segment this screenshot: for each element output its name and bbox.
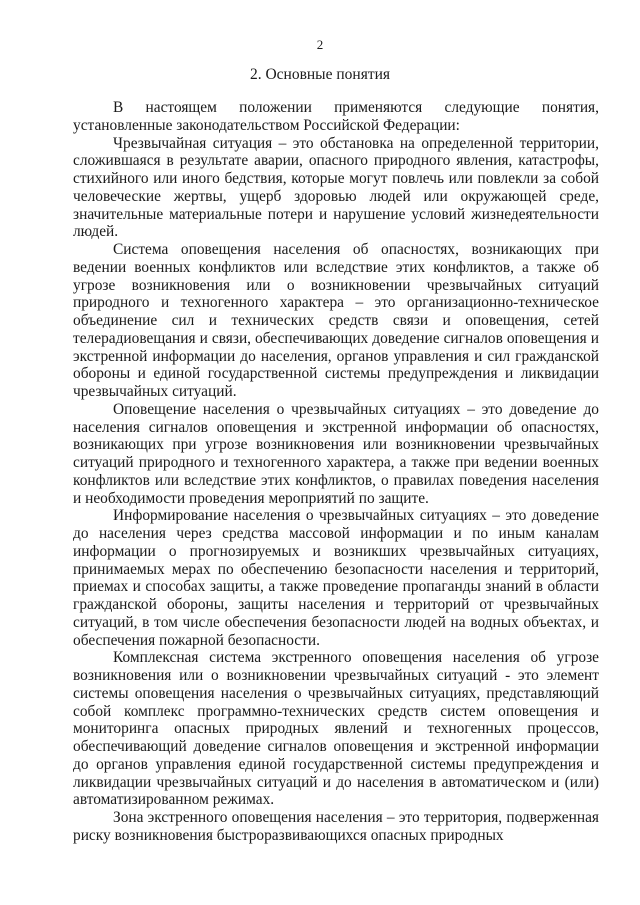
body-text bbox=[73, 99, 599, 845]
paragraph-complex-system: Комплексная система экстренного оповещения населения об угрозе возникновения или о возникновении чрезвычайных ситуаций - это элемент системы оповещения населения о чрезвычайных ситуациях, представляющий собой комплекс программно-технических средств систем оповещения и мониторинга опасных природных явлений и техногенных процессов, обеспечивающий доведение сигналов оповещения и экстренной информации до органов управления единой государственной системы предупреждения и ликвидации чрезвычайных ситуаций и до населения в автоматическом и (или) автоматизированном режимах. bbox=[73, 649, 599, 809]
paragraph-emergency-situation: Чрезвычайная ситуация – это обстановка на определенной территории, сложившаяся в результате аварии, опасного природного явления, катастрофы, стихийного или иного бедствия, которые могут повлечь или повлекли за собой человеческие жертвы, ущерб здоровью людей или окружающей среде, значительные материальные потери и нарушение условий жизнедеятельности людей. bbox=[73, 134, 599, 241]
paragraph-intro: В настоящем положении применяются следующие понятия, установленные законодательством Российской Федерации: bbox=[73, 99, 599, 134]
paragraph-warning-system: Система оповещения населения об опасностях, возникающих при ведении военных конфликтов или вследствие этих конфликтов, а также об угрозе возникновения или о возникновении чрезвычайных ситуаций природного и техногенного характера – это организационно-техническое объединение сил и технических средств связи и оповещения, сетей телерадиовещания и связи, обеспечивающих доведение сигналов оповещения и экстренной информации до населения, органов управления и сил гражданской обороны и единой государственной системы предупреждения и ликвидации чрезвычайных ситуаций. bbox=[73, 241, 599, 400]
paragraph-population-warning: Оповещение населения о чрезвычайных ситуациях – это доведение до населения сигналов оповещения и экстренной информации об опасностях, возникающих при угрозе возникновения или возникновении чрезвычайных ситуаций природного и техногенного характера, а также при ведении военных конфликтов или вследствие этих конфликтов, о правилах поведения населения и необходимости проведения мероприятий по защите. bbox=[73, 400, 599, 507]
paragraph-population-informing: Информирование населения о чрезвычайных ситуациях – это доведение до населения через средства массовой информации и по иным каналам информации о прогнозируемых и возникших чрезвычайных ситуациях, принимаемых мерах по обеспечению безопасности населения и территорий, приемах и способах защиты, а также проведение пропаганды знаний в области гражданской обороны, защиты населения и территорий от чрезвычайных ситуаций, в том числе обеспечения безопасности людей на водных объектах, и обеспечения пожарной безопасности. bbox=[73, 507, 599, 649]
section-title: 2. Основные понятия bbox=[249, 66, 391, 83]
page-number: 2 bbox=[316, 37, 324, 52]
paragraph-emergency-zone: Зона экстренного оповещения населения – это территория, подверженная риску возникновения быстроразвивающихся опасных природных bbox=[73, 809, 599, 844]
